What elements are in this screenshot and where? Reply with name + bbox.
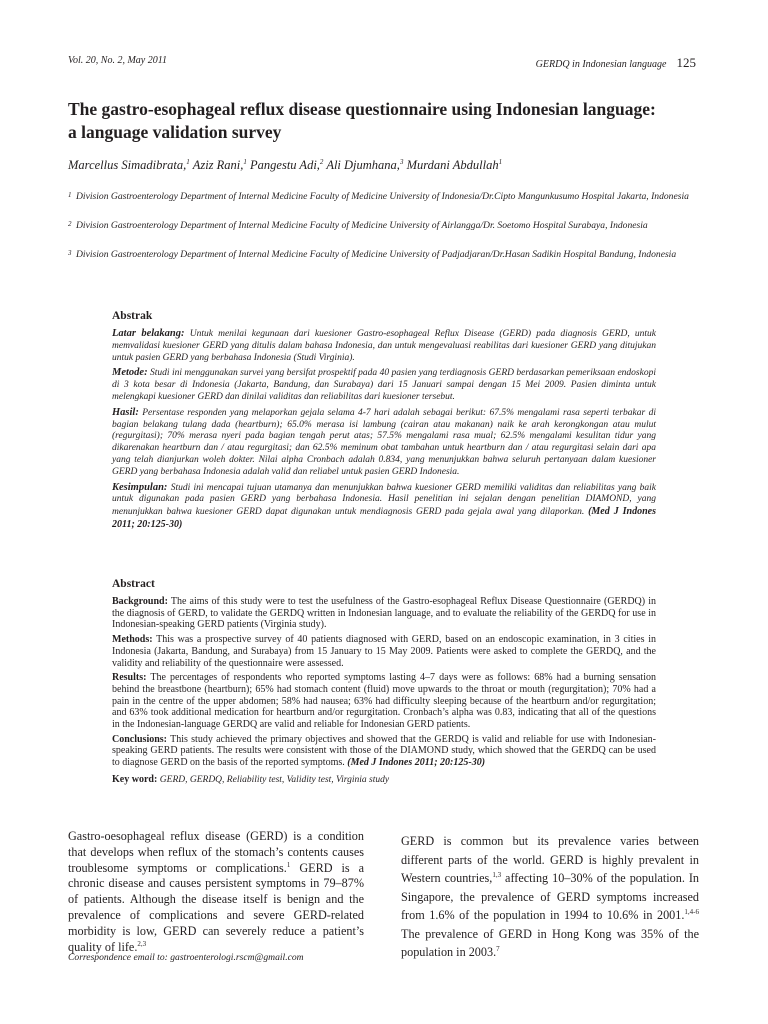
affiliation-text: Division Gastroenterology Department of Internal Medicine Faculty of Medicine University of Airlangga/Dr. Soetomo Hospital Surabaya, Indonesia (76, 220, 648, 231)
body-text: affecting 10–30% of the population. In Singapore, the prevalence of GERD symptoms increased from 1.6% of the population in 1994 to 10.6% in 2001. (401, 871, 699, 922)
affiliation-number: 2 (68, 220, 72, 228)
correspondence-email: Correspondence email to: gastroenterologi.rscm@gmail.com (68, 952, 304, 963)
body-text: The prevalence of GERD in Hong Kong was 35% of the population in 2003. (401, 926, 699, 959)
affiliation (68, 219, 698, 233)
page-number: 125 (676, 55, 696, 70)
abstract-methods (112, 634, 656, 669)
keyword-text: GERD, GERDQ, Reliability test, Validity test, Virginia study (159, 774, 390, 785)
latar-label: Latar belakang: (112, 328, 185, 339)
kesimpulan-label: Kesimpulan: (112, 481, 168, 493)
body-left-column (68, 829, 364, 955)
citation-sup: 1,3 (492, 870, 502, 879)
methods-label: Methods: (112, 634, 153, 646)
conclusions-text: This study achieved the primary objectives and showed that the GERDQ is valid and reliable for use with Indonesian-speaking GERD patients. The results were consistent with those of the DIAMOND study, which showed that the GERDQ can be used to diagnose GERD on the basis of the reported symptoms. (112, 733, 656, 769)
body-text: GERD is a chronic disease and causes persistent symptoms in 79–87% of patients. Although the disease itself is benign and the prevalence of complications and severe GERD-related morbidity is low, GERD can severely reduce a patient’s quality of life. (68, 860, 364, 954)
author-affil-sup: 1 (186, 157, 190, 166)
body-text: GERD is common but its prevalence varies between different parts of the world. GERD is highly prevalent in Western countries, (401, 834, 699, 885)
methods-text: This was a prospective survey of 40 patients diagnosed with GERD, based on an endoscopic examination, in 3 cities in Indonesia (Jakarta, Bandung, and Surabaya) from 15 January to 15 May 2009. Patients were asked to complete the GERDQ, and the validity and reliability of the questionnaire were assessed. (112, 634, 656, 669)
hasil-label: Hasil: (112, 406, 139, 418)
journal-issue: Vol. 20, No. 2, May 2011 (68, 55, 167, 66)
author-affil-sup: 1 (498, 157, 503, 166)
abstrak-latar (112, 328, 656, 364)
citation-sup: 1 (286, 860, 291, 869)
body-text: Gastro-oesophageal reflux disease (GERD) is a condition that develops when reflux of the stomach’s contents causes troublesome symptoms or complications. (68, 829, 364, 875)
author-list (68, 158, 502, 173)
abstract-heading: Abstract (112, 578, 155, 590)
author-name: Aziz Rani, (192, 158, 244, 172)
background-text: The aims of this study were to test the usefulness of the Gastro-esophageal Reflux Disease Questionnaire (GERDQ) in the diagnosis of GERD, to validate the GERDQ written in Indonesian language, and to evaluate the reliability of the GERDQ for use in Indonesian-speaking GERD patients (Virginia study). (112, 596, 656, 631)
abstract-keywords (112, 774, 656, 787)
hasil-text: Persentase responden yang melaporkan gejala selama 4-7 hari adalah sebagai berikut: 67.5% mengalami rasa seperti terbakar di bagian belakang tulang dada (heartburn); 65.0% merasa isi lambung (cairan atau makanan) naik ke arah kerongkongan atau mulut (regurgitasi); 70% merasa nyeri pada bagian tengah perut atas; 57.5% mengalami rasa mual; 62.5% mengalami kesulitan tidur yang dikarenakan heartburn dan / atau regurgitasi; dan 62.5% meminum obat tambahan untuk heartburn dan / atau regurgitasi selain dari apa yang telah dianjurkan woleh dokter. Nilai alpha Cronbach adalah 0.834, yang menunjukkan bahwa seluruh pertanyaan dalam kuesioner GERD yang berbahasa Indonesia adalah valid dan reliabel untuk pasien GERD Indonesia. (112, 407, 656, 477)
author-name: Murdani Abdullah (406, 158, 499, 172)
metode-text: Studi ini menggunakan survei yang bersifat prospektif pada 40 pasien yang terdiagnosis GERD berdasarkan pemeriksaan endoskopi di 3 kota besar di Indonesia (Jakarta, Bandung, dan Surabaya) dari 15 Januari sampai dengan 15 Mei 2009. Pasien diminta untuk melengkapi kuesioner GERD dan dinilai validitas dan reliabilitas dari kuesioner tersebut. (112, 368, 656, 402)
abstract-section (112, 578, 656, 790)
title-line-1: The gastro-esophageal reflux disease questionnaire using Indonesian language: (68, 99, 656, 119)
conclusions-label: Conclusions: (112, 733, 168, 745)
abstract-conclusions (112, 734, 656, 769)
author-affil-sup: 2 (319, 157, 324, 166)
affiliation-text: Division Gastroenterology Department of Internal Medicine Faculty of Medicine University of Indonesia/Dr.Cipto Mangunkusumo Hospital Jakarta, Indonesia (76, 191, 689, 202)
affiliation-number: 3 (68, 249, 72, 257)
abstrak-section (112, 310, 656, 535)
author-name: Ali Djumhana, (326, 158, 400, 172)
affiliation (68, 248, 698, 262)
background-label: Background: (112, 596, 168, 607)
abstrak-heading: Abstrak (112, 310, 153, 322)
author-name: Pangestu Adi, (250, 158, 320, 172)
keyword-label: Key word: (112, 773, 158, 785)
author-affil-sup: 3 (399, 157, 404, 166)
paper-title (68, 98, 708, 144)
metode-label: Metode: (112, 367, 148, 379)
results-label: Results: (112, 672, 147, 684)
abstrak-kesimpulan (112, 482, 656, 532)
abstract-results (112, 672, 656, 731)
abstract-background (112, 596, 656, 631)
abstract-citation: (Med J Indones 2011; 20:125-30) (347, 757, 486, 769)
title-line-2: a language validation survey (68, 122, 282, 142)
citation-sup: 2,3 (137, 939, 147, 948)
author-name: Marcellus Simadibrata, (68, 158, 187, 172)
body-right-column (401, 832, 699, 962)
abstrak-citation: (Med J Indones 2011; 20:125-30) (112, 506, 656, 530)
affiliation-text: Division Gastroenterology Department of Internal Medicine Faculty of Medicine University of Padjadjaran/Dr.Hasan Sadikin Hospital Bandung, Indonesia (76, 249, 677, 260)
affiliation (68, 190, 698, 204)
running-header (536, 55, 696, 71)
author-affil-sup: 1 (243, 157, 247, 166)
abstrak-metode (112, 367, 656, 403)
running-title: GERDQ in Indonesian language (535, 59, 667, 70)
kesimpulan-text: Studi ini mencapai tujuan utamanya dan menunjukkan bahwa kuesioner GERD memiliki validitas dan reliabilitas yang baik untuk digunakan pada pasien GERD yang berbahasa Indonesia. Hasil penelitian ini sejalan dengan penelitian DIAMOND, yang menunjukkan bahwa kuesioner GERD dapat digunakan untuk mendiagnosis GERD pada gejala awal yang dilaporkan. (112, 482, 656, 518)
latar-text: Untuk menilai kegunaan dari kuesioner Gastro-esophageal Reflux Disease (GERD) pada diagnosis GERD, untuk memvalidasi kuesioner GERD yang ditulis dalam bahasa Indonesia, dan untuk mengevaluasi reabilitas dari kuesioner GERD yang ditujukan untuk pasien GERD yang berbahasa Indonesia (Studi Virginia). (112, 329, 656, 363)
citation-sup: 7 (496, 944, 500, 953)
affiliation-number: 1 (68, 191, 72, 199)
results-text: The percentages of respondents who reported symptoms lasting 4–7 days were as follows: 68% had a burning sensation behind the breastbone (heartburn); 65% had stomach content (fluid) move upwards to the throat or mouth (regurgitation); 70% had a pain in the centre of the upper abdomen; 58% had nausea; 63% had difficulty sleeping because of the heartburn and/or regurgitation; and 63% took additional medication for heartburn and/or regurgitation. Cronbach’s alpha was 0.83, indicating that all of the questions in the Indonesian-language GERDQ are valid and reliable for Indonesian GERD patients. (112, 672, 656, 731)
citation-sup: 1,4-6 (684, 907, 699, 916)
abstrak-hasil (112, 407, 656, 479)
